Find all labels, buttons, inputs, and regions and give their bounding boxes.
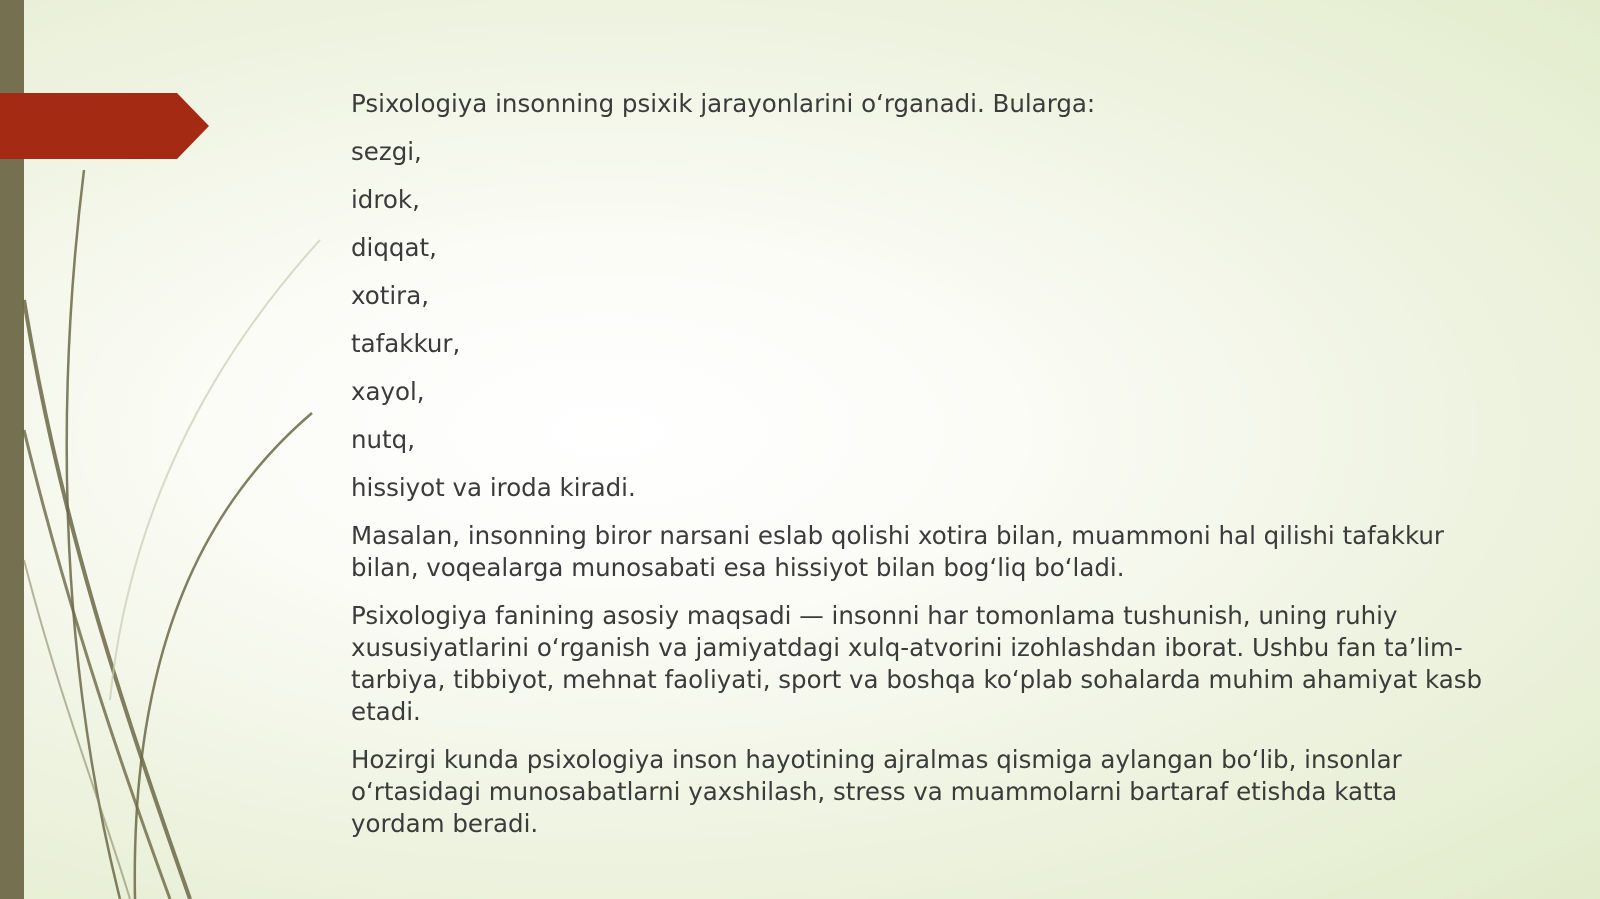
paragraph-example: Masalan, insonning biror narsani eslab qolishi xotira bilan, muammoni hal qilishi tafakkur bilan, voqealarga munosabati esa hissiyot bilan bog‘liq bo‘ladi.	[351, 521, 1445, 582]
slide-content	[351, 88, 1496, 856]
list-item-xayol: xayol,	[351, 377, 425, 406]
list-item-nutq: nutq,	[351, 425, 416, 454]
list-item-hissiyot-iroda: hissiyot va iroda kiradi.	[351, 473, 636, 502]
list-item-xotira: xotira,	[351, 281, 430, 310]
list-item-tafakkur: tafakkur,	[351, 329, 461, 358]
paragraph-intro: Psixologiya insonning psixik jarayonlarini o‘rganadi. Bularga:	[351, 89, 1096, 118]
paragraph-today: Hozirgi kunda psixologiya inson hayotining ajralmas qismiga aylangan bo‘lib, insonlar o‘rtasidagi munosabatlarni yaxshilash, stress va muammolarni bartaraf etishda katta yordam beradi.	[351, 745, 1402, 838]
red-arrow-shape	[0, 93, 209, 159]
list-item-idrok: idrok,	[351, 185, 420, 214]
list-item-diqqat: diqqat,	[351, 233, 437, 262]
list-item-sezgi: sezgi,	[351, 137, 422, 166]
paragraph-purpose: Psixologiya fanining asosiy maqsadi — insonni har tomonlama tushunish, uning ruhiy xususiyatlarini o‘rganish va jamiyatdagi xulq-atvorini izohlashdan iborat. Ushbu fan ta’lim-tarbiya, tibbiyot, mehnat faoliyati, sport va boshqa ko‘plab sohalarda muhim ahamiyat kasb etadi.	[351, 601, 1483, 726]
